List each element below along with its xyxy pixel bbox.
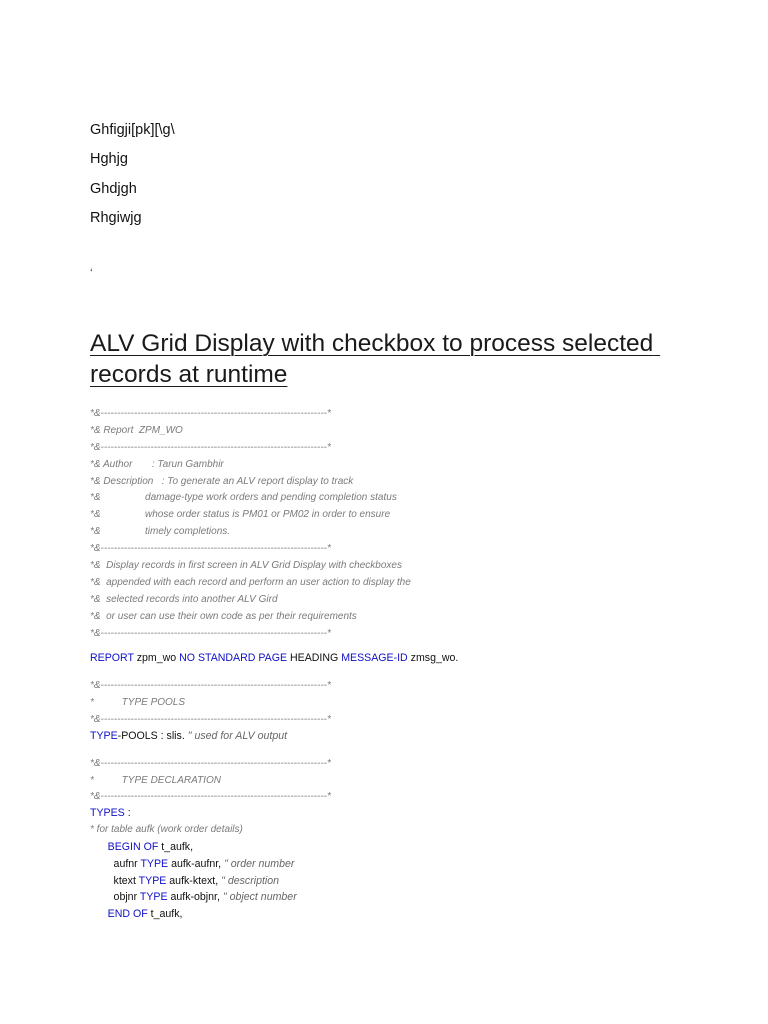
intro-line: Hghjg: [90, 151, 128, 167]
comment-line: * TYPE DECLARATION: [90, 775, 221, 786]
comment-rule: *&--------------------------------------------------------------------*: [90, 442, 331, 453]
message-class: zmsg_wo.: [407, 652, 459, 664]
comment-rule: *&--------------------------------------------------------------------*: [90, 791, 331, 802]
heading-word: HEADING: [287, 652, 342, 664]
indent: [90, 841, 108, 853]
field-ref: aufk-ktext,: [166, 875, 222, 887]
comment-line: *& whose order status is PM01 or PM02 in order to ensure: [90, 509, 391, 520]
field-line: [90, 856, 294, 872]
field-name: objnr: [113, 891, 140, 903]
field-ref: aufk-objnr,: [167, 891, 223, 903]
document-page: [90, 0, 730, 1024]
inline-comment: " used for ALV output: [187, 730, 288, 742]
intro-line: Ghfigji[pk][\g\: [90, 122, 175, 138]
comment-rule: *&--------------------------------------------------------------------*: [90, 543, 331, 554]
structure-name: t_aufk,: [147, 908, 183, 920]
comment-line: *& damage-type work orders and pending completion status: [90, 492, 397, 503]
keyword: TYPE: [139, 891, 168, 903]
comment-line: *& timely completions.: [90, 526, 231, 537]
keyword: TYPES: [90, 807, 125, 819]
indent: [90, 858, 114, 870]
comment-rule: *&--------------------------------------------------------------------*: [90, 680, 331, 691]
intro-line: Ghdjgh: [90, 181, 137, 197]
comment-line: *& Report ZPM_WO: [90, 425, 183, 436]
field-ref: aufk-aufnr,: [168, 858, 225, 870]
keyword: TYPE: [90, 730, 118, 742]
field-line: [90, 889, 297, 905]
comment-rule: *&--------------------------------------------------------------------*: [90, 628, 331, 639]
indent: [90, 891, 114, 903]
comment-line: *& Display records in first screen in ALV Grid Display with checkboxes: [90, 560, 402, 571]
comment-line: *& appended with each record and perform an user action to display the: [90, 577, 411, 588]
keyword: MESSAGE-ID: [341, 652, 408, 664]
field-name: ktext: [113, 875, 139, 887]
types-statement: [90, 805, 131, 821]
article-title: ALV Grid Display with checkbox to process selected records at runtime: [90, 330, 661, 388]
comment-line: *& or user can use their own code as per their requirements: [90, 611, 357, 622]
keyword: NO STANDARD PAGE: [179, 652, 288, 664]
indent: [90, 908, 108, 920]
field-name: aufnr: [113, 858, 141, 870]
keyword: TYPE: [138, 875, 167, 887]
comment-rule: *&--------------------------------------------------------------------*: [90, 758, 331, 769]
type-pools-statement: [90, 728, 287, 744]
comment-line: *& selected records into another ALV Gird: [90, 594, 278, 605]
comment-line: *& Author : Tarun Gambhir: [90, 459, 224, 470]
indent: [90, 875, 114, 887]
field-line: [90, 873, 279, 889]
inline-comment: " description: [221, 875, 280, 887]
comment-rule: *&--------------------------------------------------------------------*: [90, 408, 331, 419]
pools-text: -POOLS : slis.: [117, 730, 188, 742]
keyword: TYPE: [140, 858, 169, 870]
structure-name: t_aufk,: [158, 841, 194, 853]
comment-line: * TYPE POOLS: [90, 697, 186, 708]
keyword: END OF: [107, 908, 148, 920]
report-statement: [90, 650, 458, 666]
end-of-line: [90, 906, 182, 922]
colon: :: [124, 807, 131, 819]
keyword: REPORT: [90, 652, 134, 664]
stray-mark: ‘: [90, 266, 93, 280]
intro-line: Rhgiwjg: [90, 210, 142, 226]
keyword: BEGIN OF: [107, 841, 159, 853]
program-name: zpm_wo: [133, 652, 180, 664]
comment-line: * for table aufk (work order details): [90, 824, 243, 835]
inline-comment: " object number: [222, 891, 297, 903]
comment-line: *& Description : To generate an ALV report display to track: [90, 476, 354, 487]
begin-of-line: [90, 839, 193, 855]
comment-rule: *&--------------------------------------------------------------------*: [90, 714, 331, 725]
inline-comment: " order number: [224, 858, 295, 870]
